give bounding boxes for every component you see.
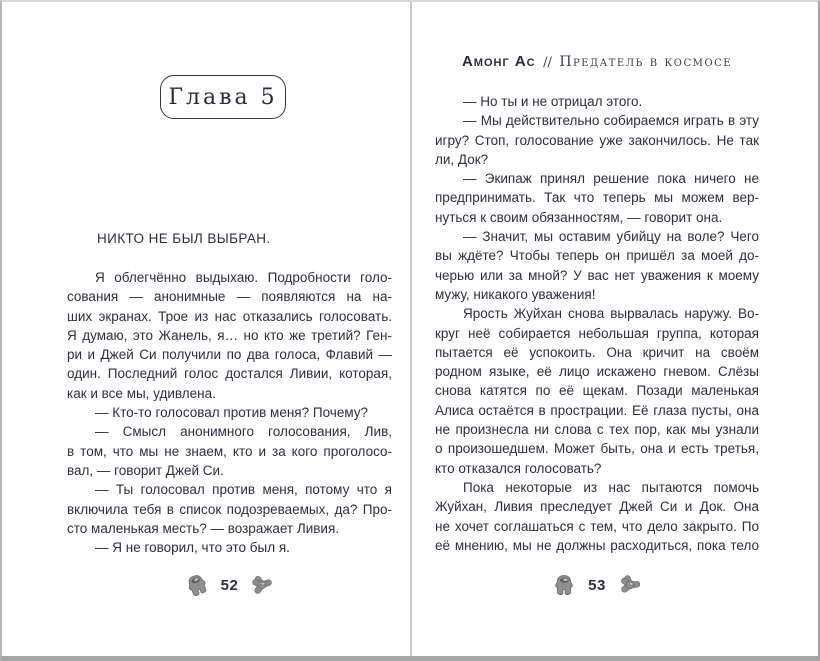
text-line: Пока некоторые из нас пытаются помочь (463, 479, 759, 495)
page-number-left: 52 (220, 576, 239, 594)
book-title: Амонг Ас (461, 53, 536, 70)
paragraph (435, 227, 759, 304)
text-line: Ярость Жуйхан снова вырвалась наружу. Во- (463, 306, 759, 322)
text-line: ших экранах. Трое из нас отказались голосовать. (67, 308, 392, 324)
text-line: — Ты голосовал против меня, потому что я (95, 482, 392, 498)
text-line: снова катятся по её щекам. Позади маленькая (435, 383, 759, 399)
text-line: Я думаю, это Жанель, я… но кто же третий? Ген- (67, 327, 392, 343)
text-line: — Смысл анонимного голосования, Лив, (95, 424, 392, 440)
paragraph (67, 422, 392, 480)
text-line: Жуйхан, Ливия преследует Джей Си и Док. Она (435, 499, 759, 515)
paragraph (435, 478, 759, 555)
section-heading: НИКТО НЕ БЫЛ ВЫБРАН. (97, 231, 271, 246)
paragraph (67, 268, 392, 403)
paragraph (67, 538, 392, 557)
right-page-text (435, 92, 759, 555)
text-line: не произнесла ни слова с тех пор, как мы узнали (435, 422, 759, 438)
paragraph (67, 480, 392, 538)
text-line: ли, Док? (435, 151, 489, 167)
page-gutter-divider (410, 2, 412, 656)
text-line: сто маленькая месть? — возражает Ливия. (67, 520, 340, 536)
right-page-footer (435, 571, 759, 599)
text-line: один. Последний голос достался Ливии, которая, (67, 366, 392, 382)
text-line: круг неё собирается небольшая группа, которая (435, 325, 759, 341)
text-line: мужу, никакого уважения! (435, 286, 596, 302)
text-line: пытается её успокоить. Она кричит на своём (435, 344, 759, 360)
chapter-badge (160, 75, 286, 119)
paragraph (435, 92, 759, 111)
book-subtitle: Предатель в космосе (559, 54, 733, 70)
left-page-text (67, 268, 392, 557)
text-line: родном языке, её лицо искажено гневом. Слёзы (435, 364, 759, 380)
crewmate-sprawled-icon (250, 573, 274, 597)
text-line: ри и Джей Си получили по два голоса, Флавий — (67, 347, 392, 363)
crewmate-icon (552, 573, 576, 597)
text-line: не хочет соглашаться с тем, что дело закрыто. По (435, 518, 759, 534)
text-line: сования — анонимные — появляются на на- (67, 289, 392, 305)
text-line: — Но ты и не отрицал этого. (463, 94, 643, 109)
header-separator: // (543, 55, 552, 70)
text-line: — Значит, мы оставим убийцу на воле? Чего (463, 229, 759, 245)
paragraph (435, 304, 759, 478)
text-line: игру? Стоп, голосование уже закончилось. Не так (435, 132, 759, 148)
text-line: включила тебя в список подозреваемых, да? Про- (67, 501, 392, 517)
paragraph (435, 111, 759, 169)
text-line: нуться к своим обязанностям, — говорит она. (435, 209, 723, 225)
text-line: Алиса остаётся в прострации. Её глаза пусты, она (435, 402, 759, 418)
page-number-right: 53 (588, 576, 606, 594)
text-line: — Кто-то голосовал против меня? Почему? (95, 405, 369, 421)
text-line: её мнению, мы не должны расходиться, пока тело (435, 537, 759, 553)
text-line: как и все мы, удивлена. (67, 385, 216, 401)
left-page-footer (67, 571, 392, 599)
crewmate-sprawled-icon (615, 570, 644, 599)
text-line: предпринимать. Так что теперь мы можем вер- (435, 190, 759, 206)
text-line: черью или за мной? У вас нет уважения к моему (435, 267, 759, 283)
running-header (435, 53, 759, 71)
text-line: вы ждёте? Чтобы теперь он пришёл за моей до- (435, 248, 759, 264)
text-line: вал, — говорит Джей Си. (67, 462, 224, 478)
text-line: о произошедшем. Может быть, она и есть третья, (435, 441, 759, 457)
text-line: — Экипаж принял решение пока ничего не (463, 171, 759, 187)
paragraph (435, 169, 759, 227)
text-line: в том, что мы не знаем, кто и за кого проголосо- (67, 443, 392, 459)
text-line: — Я не говорил, что это был я. (95, 540, 290, 556)
text-line: кто отказался голосовать? (435, 460, 602, 476)
chapter-title: Глава 5 (168, 84, 278, 110)
text-line: Я облегчённо выдыхаю. Подробности голо- (95, 270, 392, 285)
text-line: — Мы действительно собираемся играть в эту (463, 113, 759, 129)
paragraph (67, 403, 392, 422)
crewmate-tilted-icon (181, 569, 212, 600)
